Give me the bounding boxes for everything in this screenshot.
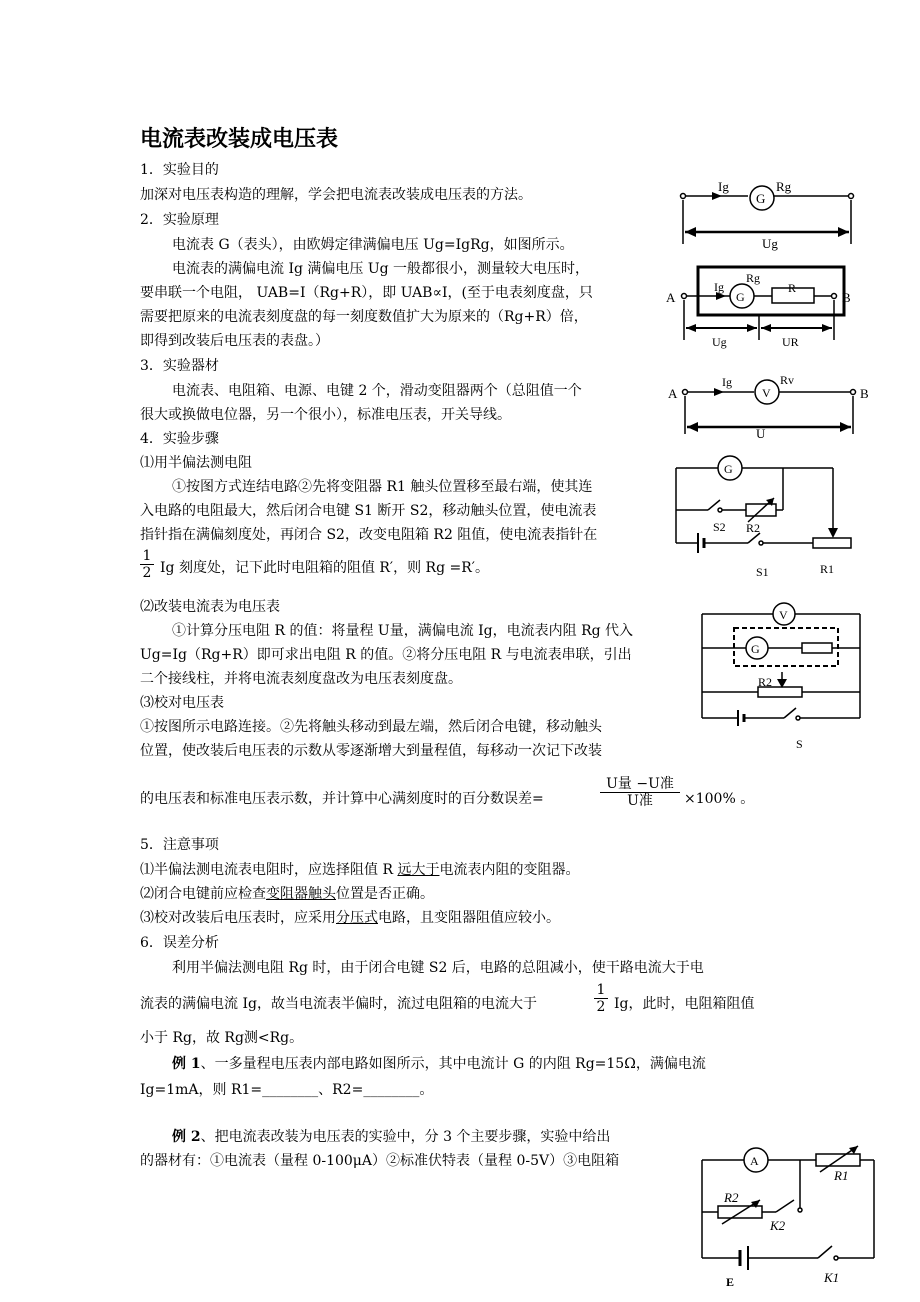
terminal-b-label: B xyxy=(860,386,869,401)
text-span: ⑶校对改装后电压表时，应采用 xyxy=(140,910,336,926)
example-line xyxy=(172,1054,706,1074)
r-label: R xyxy=(788,281,797,295)
page-title: 电流表改装成电压表 xyxy=(140,127,339,152)
half-fraction xyxy=(594,982,608,1015)
r2-label: R2 xyxy=(746,521,761,535)
text-line: 入电路的电阻最大，然后闭合电键 S1 断开 S2，移动触头位置，使电流表 xyxy=(140,503,597,519)
underlined-text: 变阻器触头 xyxy=(266,886,336,902)
current-label: Ig xyxy=(722,375,732,389)
k1-label: K1 xyxy=(824,1270,840,1285)
circuit-figure-galvanometer xyxy=(676,176,866,251)
text-span: 电路，且变阻器阻值应较小。 xyxy=(378,910,560,926)
voltmeter-label: V xyxy=(779,608,788,622)
meter-label: G xyxy=(756,191,766,206)
subsection-heading: ⑶校对电压表 xyxy=(140,695,224,711)
e-label: E xyxy=(726,1275,735,1289)
rv-label: Rv xyxy=(780,373,795,387)
fraction-denominator: U准 xyxy=(600,792,680,809)
meter-label: G xyxy=(736,290,745,304)
subsection-heading: ⑵改装电流表为电压表 xyxy=(140,599,280,615)
example-label: 例 1 xyxy=(172,1056,201,1072)
terminal-a-label: A xyxy=(668,386,678,401)
formula-tail: ×100% 。 xyxy=(684,791,755,807)
fraction-denominator: 2 xyxy=(594,998,608,1015)
subsection-heading: ⑴用半偏法测电阻 xyxy=(140,455,252,471)
text-line: 加深对电压表构造的理解，学会把电流表改装成电压表的方法。 xyxy=(140,187,532,203)
fraction-numerator: U量 −U准 xyxy=(606,776,674,792)
text-line: 即得到改装后电压表的表盘。） xyxy=(140,333,329,349)
terminal-a-label: A xyxy=(666,290,676,305)
meter-label: V xyxy=(762,386,771,400)
section-heading: 6．误差分析 xyxy=(140,935,219,951)
circuit-figure-half-deflection xyxy=(668,448,863,583)
circuit-figure-series-resistor xyxy=(664,260,864,350)
text-line: 指针指在满偏刻度处，再闭合 S2，改变电阻箱 R2 阻值，使电流表指针在 xyxy=(140,527,598,543)
text-line: ①按图方式连结电路②先将变阻器 R1 触头位置移至最右端，使其连 xyxy=(172,479,593,495)
current-label: Ig xyxy=(718,179,729,194)
current-label: Ig xyxy=(714,280,724,294)
r1-label: R1 xyxy=(834,1168,849,1183)
r1-label: R1 xyxy=(820,562,835,576)
fraction-numerator: 1 xyxy=(142,548,152,564)
meter-label: G xyxy=(724,462,733,476)
text-line: ①按图所示电路连接。②先将触头移动到最左端，然后闭合电键，移动触头 xyxy=(140,719,602,735)
underlined-text: 分压式 xyxy=(336,910,378,926)
text-line: 很大或换做电位器，另一个很小），标准电压表，开关导线。 xyxy=(140,407,511,423)
k2-label: K2 xyxy=(770,1218,786,1233)
text-line: 流表的满偏电流 Ig，故当电流表半偏时，流过电阻箱的电流大于 xyxy=(140,996,537,1012)
half-fraction xyxy=(140,548,154,581)
section-heading: 2．实验原理 xyxy=(140,212,219,228)
text-line: 的电压表和标准电压表示数，并计算中心满刻度时的百分数误差= xyxy=(140,791,544,807)
voltage-label: Ug xyxy=(762,236,778,251)
ur-label: UR xyxy=(782,335,799,349)
section-heading: 3．实验器材 xyxy=(140,358,219,374)
text-line: Ig=1mA，则 R1=________、R2=________。 xyxy=(140,1082,434,1098)
r2-label: R2 xyxy=(724,1190,739,1205)
text-line xyxy=(140,908,560,928)
s2-label: S2 xyxy=(713,520,726,534)
text-span: 位置是否正确。 xyxy=(336,886,434,902)
s-label: S xyxy=(796,737,803,751)
meter-label: G xyxy=(751,642,760,656)
text-line xyxy=(140,860,579,880)
text-line: Ig，此时，电阻箱阻值 xyxy=(614,996,755,1012)
section-heading: 1．实验目的 xyxy=(140,162,219,178)
text-line: ①计算分压电阻 R 的值：将量程 U量，满偏电流 Ig，电流表内阻 Rg 代入 xyxy=(172,623,634,639)
resistance-label: Rg xyxy=(776,179,792,194)
ug-label: Ug xyxy=(712,335,727,349)
text-line: 电流表 G（表头），由欧姆定律满偏电压 Ug=IgRg，如图所示。 xyxy=(172,237,574,253)
text-line: 位置，使改装后电压表的示数从零逐渐增大到量程值，每移动一次记下改装 xyxy=(140,743,602,759)
rg-label: Rg xyxy=(746,271,761,285)
section-heading: 5．注意事项 xyxy=(140,837,219,853)
text-line: Ig 刻度处，记下此时电阻箱的阻值 R′，则 Rg =R′。 xyxy=(160,560,489,576)
error-fraction xyxy=(600,776,680,809)
text-line: 利用半偏法测电阻 Rg 时，由于闭合电键 S2 后，电路的总阻减小，使干路电流大于电 xyxy=(172,960,704,976)
text-span: ⑵闭合电键前应检查 xyxy=(140,886,266,902)
text-line: 小于 Rg，故 Rg测<Rg。 xyxy=(140,1030,304,1046)
circuit-figure-voltmeter xyxy=(664,370,874,440)
ammeter-label: A xyxy=(750,1154,759,1168)
text-span: ⑴半偏法测电流表电阻时，应选择阻值 R xyxy=(140,862,398,878)
circuit-figure-example2 xyxy=(690,1138,890,1302)
section-heading: 4．实验步骤 xyxy=(140,431,219,447)
s1-label: S1 xyxy=(756,565,769,579)
text-line: 要串联一个电阻， UAB=I（Rg+R），即 UAB∝I，(至于电表刻度盘，只 xyxy=(140,285,593,301)
example-label: 例 2 xyxy=(172,1129,201,1145)
text-line: 电流表、电阻箱、电源、电键 2 个，滑动变阻器两个（总阻值一个 xyxy=(172,383,582,399)
text-line: 的器材有：①电流表（量程 0-100μA）②标准伏特表（量程 0-5V）③电阻箱 xyxy=(140,1153,620,1169)
underlined-text: 远大于 xyxy=(397,862,440,878)
u-label: U xyxy=(756,426,766,440)
text-line: 需要把原来的电流表刻度盘的每一刻度数值扩大为原来的（Rg+R）倍， xyxy=(140,309,588,325)
text-span: 电流表内阻的变阻器。 xyxy=(439,862,580,878)
text-line: Ug=Ig（Rg+R）即可求出电阻 R 的值。②将分压电阻 R 与电流表串联，引出 xyxy=(140,647,632,663)
example-line xyxy=(172,1127,610,1147)
text-span: 、把电流表改装为电压表的实验中，分 3 个主要步骤，实验中给出 xyxy=(200,1129,611,1145)
text-line: 二个接线柱，并将电流表刻度盘改为电压表刻度盘。 xyxy=(140,671,462,687)
text-line xyxy=(140,884,434,904)
fraction-numerator: 1 xyxy=(596,982,606,998)
r2-label: R2 xyxy=(758,675,773,689)
text-line: 电流表的满偏电流 Ig 满偏电压 Ug 一般都很小，测量较大电压时， xyxy=(172,261,590,277)
text-span: 、一多量程电压表内部电路如图所示，其中电流计 G 的内阻 Rg=15Ω，满偏电流 xyxy=(200,1056,706,1072)
terminal-b-label: B xyxy=(842,290,851,305)
fraction-denominator: 2 xyxy=(140,564,154,581)
circuit-figure-calibration xyxy=(698,600,868,755)
